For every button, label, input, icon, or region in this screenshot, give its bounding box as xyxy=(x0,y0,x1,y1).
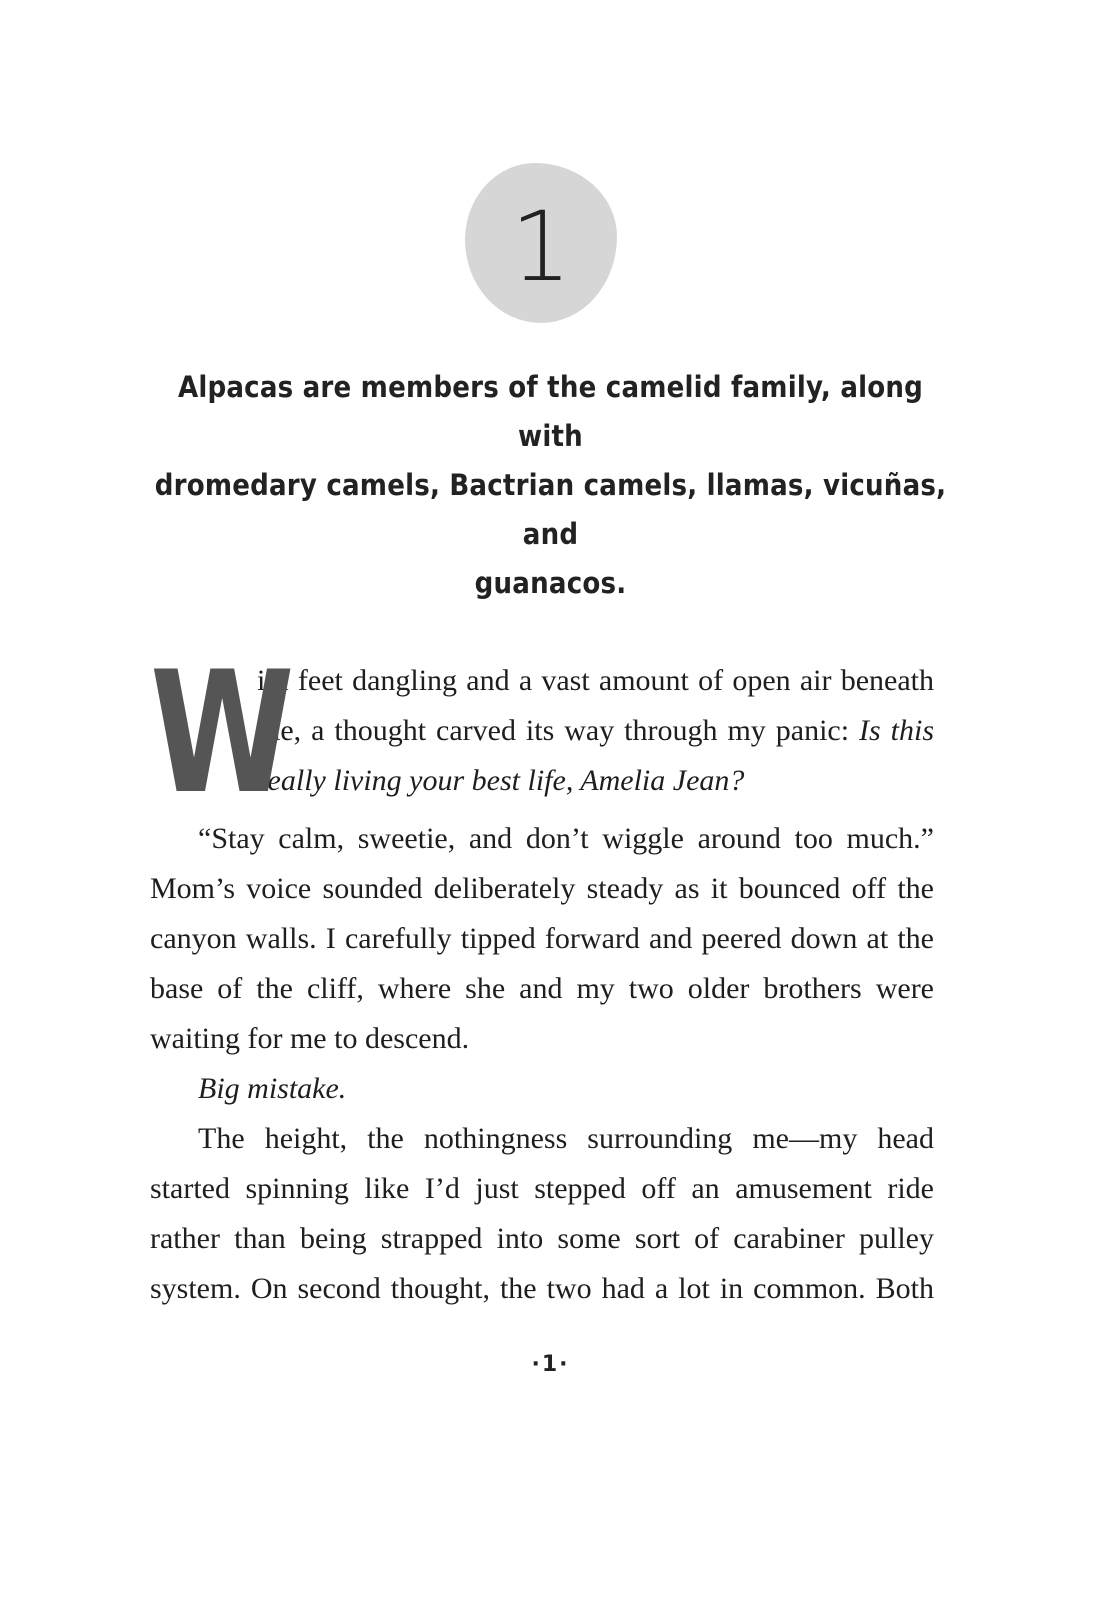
fact-line: Alpacas are members of the camelid family, along with xyxy=(177,370,924,453)
paragraph: The height, the nothingness surrounding me—my head started spinning like I’d just stepped off an amusement ride rather than being strapped into some sort of carabiner pulley system. On second thought, the two had a lot in common. Both xyxy=(150,1122,934,1305)
paragraph-italic-text: Big mistake. xyxy=(198,1072,347,1105)
page-number: ·1· xyxy=(531,1352,570,1377)
paragraph-text: ith feet dangling and a vast amount of open air beneath me, a thought carved its way through my panic: xyxy=(257,664,934,747)
paragraph xyxy=(150,1064,934,1114)
fact-line: dromedary camels, Bactrian camels, llamas, vicuñas, and xyxy=(154,468,947,551)
drop-cap: W xyxy=(150,635,289,831)
paragraph-italic-text: Is this really living your best life, Amelia Jean? xyxy=(257,714,935,797)
body-text xyxy=(150,635,935,1314)
paragraph-opening xyxy=(150,635,935,831)
drop-cap-box xyxy=(150,635,289,831)
chapter-epigraph-fact xyxy=(150,363,951,608)
paragraph: “Stay calm, sweetie, and don’t wiggle around too much.” Mom’s voice sounded deliberately steady as it bounced off the canyon walls. I carefully tipped forward and peered down at the base of the cliff, where she and my two older brothers were waiting for me to descend. xyxy=(150,822,934,1055)
chapter-number: 1 xyxy=(510,191,572,303)
fact-line: guanacos. xyxy=(474,566,627,600)
